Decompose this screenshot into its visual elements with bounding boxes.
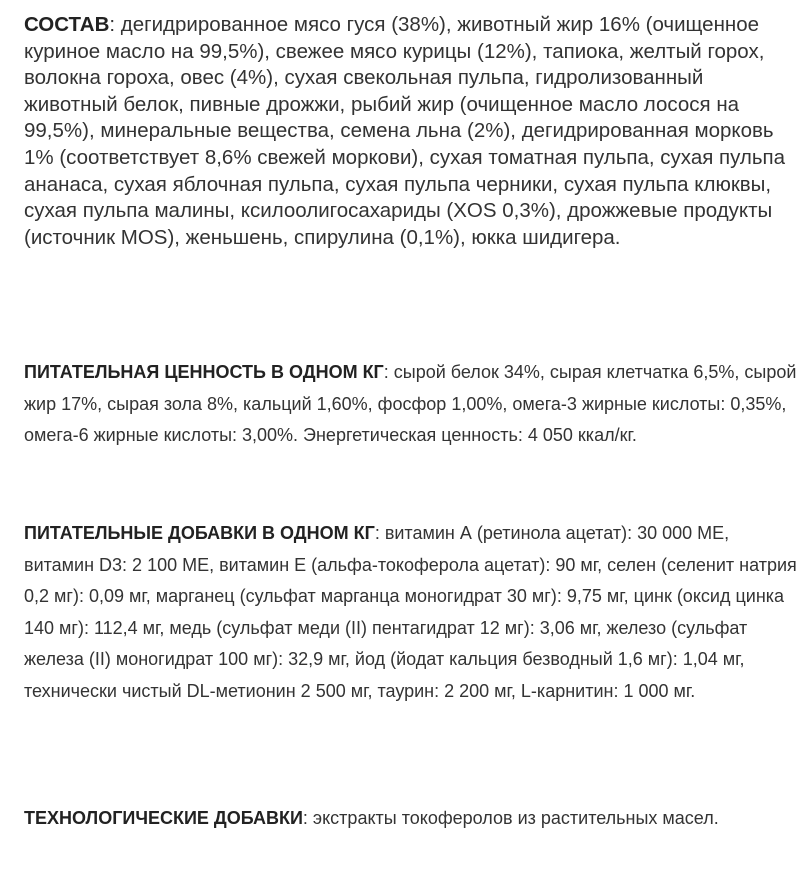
additives-heading: ПИТАТЕЛЬНЫЕ ДОБАВКИ В ОДНОМ КГ <box>24 523 375 543</box>
composition-text: : дегидрированное мясо гуся (38%), животный жир 16% (очищенное куриное масло на 99,5%), свежее мясо курицы (12%), тапиока, желтый горох, волокна гороха, овес (4%), сухая свекольная пульпа, гидролизованный животный белок, пивные дрожжи, рыбий жир (очищенное масло лосося на 99,5%), минеральные вещества, семена льна (2%), дегидрированная морковь 1% (соответствует 8,6% свежей моркови), сухая томатная пульпа, сухая пульпа ананаса, сухая яблочная пульпа, сухая пульпа черники, сухая пульпа клюквы, сухая пульпа малины, ксилоолигосахариды (XOS 0,3%), дрожжевые продукты (источник MOS), женьшень, спирулина (0,1%), юкка шидигера. <box>24 13 786 249</box>
additives-text: : витамин А (ретинола ацетат): 30 000 МЕ, витамин D3: 2 100 МЕ, витамин Е (альфа-токоферола ацетат): 90 мг, селен (селенит натрия 0,2 мг): 0,09 мг, марганец (сульфат марганца моногидрат 30 мг): 9,75 мг, цинк (оксид цинка 140 мг): 112,4 мг, медь (сульфат меди (II) пентагидрат 12 мг): 3,06 мг, железо (сульфат железа (II) моногидрат 100 мг): 32,9 мг, йод (йодат кальция безводный 1,6 мг): 1,04 мг, технически чистый DL-метионин 2 500 мг, таурин: 2 200 мг, L-карнитин: 1 000 мг. <box>24 523 797 701</box>
additives-section <box>24 518 800 708</box>
nutrition-paragraph <box>24 357 800 452</box>
additives-paragraph <box>24 518 800 708</box>
composition-heading: СОСТАВ <box>24 13 110 36</box>
nutrition-heading: ПИТАТЕЛЬНАЯ ЦЕННОСТЬ В ОДНОМ КГ <box>24 362 384 382</box>
product-description <box>24 12 800 828</box>
composition-paragraph <box>24 12 800 251</box>
technological-paragraph <box>24 803 800 835</box>
nutrition-text: : сырой белок 34%, сырая клетчатка 6,5%, сырой жир 17%, сырая зола 8%, кальций 1,60%, фосфор 1,00%, омега-3 жирные кислоты: 0,35%, омега-6 жирные кислоты: 3,00%. Энергетическая ценность: 4 050 ккал/кг. <box>24 362 797 446</box>
technological-text: : экстракты токоферолов из растительных масел. <box>302 808 719 828</box>
composition-section <box>24 12 800 251</box>
technological-section <box>24 803 800 835</box>
technological-heading: ТЕХНОЛОГИЧЕСКИЕ ДОБАВКИ <box>24 808 303 828</box>
nutrition-section <box>24 357 800 452</box>
